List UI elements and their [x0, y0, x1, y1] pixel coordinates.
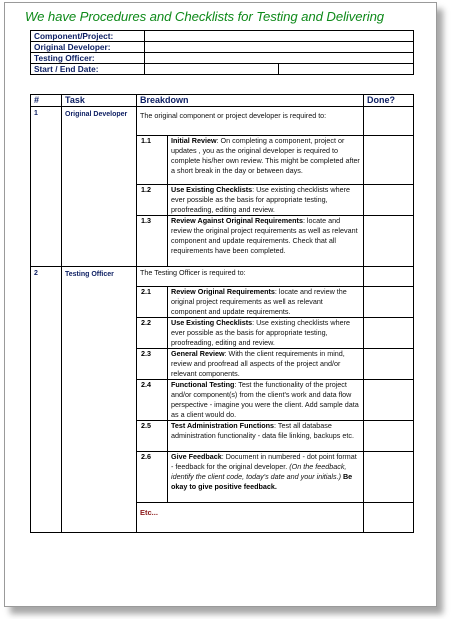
step-code: 2.1 [137, 287, 168, 318]
step-text: : Use existing checklists where ever possible as the basis for appropriate testing, proofreading, editing and review. [171, 185, 350, 214]
etc-label: Etc... [137, 503, 364, 533]
done-cell[interactable] [364, 267, 414, 287]
step-description [168, 287, 364, 318]
done-cell[interactable] [364, 216, 414, 267]
done-cell[interactable] [364, 452, 414, 503]
task-name: Original Developer [62, 107, 137, 267]
checklist-table [30, 94, 414, 533]
step-heading: Test Administration Functions [171, 421, 275, 430]
header-task: Task [62, 95, 137, 107]
step-description [168, 185, 364, 216]
document-title: We have Procedures and Checklists for Testing and Delivering [25, 9, 385, 24]
step-description [168, 380, 364, 421]
info-row [31, 42, 414, 53]
step-heading: Review Against Original Requirements [171, 216, 303, 225]
step-code: 1.1 [137, 136, 168, 185]
done-cell[interactable] [364, 380, 414, 421]
info-value-cell[interactable] [145, 53, 414, 64]
step-text: : Document in numbered - dot point format - feedback for the original developer. [171, 452, 357, 471]
done-cell[interactable] [364, 136, 414, 185]
step-heading: General Review [171, 349, 225, 358]
step-text: : locate and review the original project requirements as well as relevant component and update requirements. [171, 287, 347, 316]
info-label: Original Developer: [31, 42, 145, 53]
step-code: 1.2 [137, 185, 168, 216]
task-intro: The Testing Officer is required to: [137, 267, 364, 287]
checklist-header-row [31, 95, 414, 107]
done-cell[interactable] [364, 318, 414, 349]
step-code: 2.2 [137, 318, 168, 349]
step-text: : locate and review the original project requirements as well as relevant component and update requirements. Check that all requirements have been completed. [171, 216, 358, 255]
task-number: 1 [31, 107, 62, 267]
info-label: Testing Officer: [31, 53, 145, 64]
header-done: Done? [364, 95, 414, 107]
task-intro-row [31, 267, 414, 287]
step-heading: Use Existing Checklists [171, 318, 253, 327]
done-cell[interactable] [364, 503, 414, 533]
task-number: 2 [31, 267, 62, 533]
header-num: # [31, 95, 62, 107]
task-intro: The original component or project developer is required to: [137, 107, 364, 136]
step-text: : With the client requirements in mind, review and proofread all aspects of the project and/or relevant components. [171, 349, 345, 378]
step-heading: Give Feedback [171, 452, 222, 461]
step-text: : Use existing checklists where ever possible as the basis for appropriate testing, proofreading, editing and review. [171, 318, 350, 347]
end-date-cell[interactable] [279, 64, 414, 75]
done-cell[interactable] [364, 185, 414, 216]
step-description [168, 421, 364, 452]
step-heading: Review Original Requirements [171, 287, 275, 296]
step-code: 1.3 [137, 216, 168, 267]
project-info-table [30, 30, 414, 75]
step-description [168, 452, 364, 503]
step-italic-note: (On the feedback, identify the client code, today's date and your initials.) [171, 462, 347, 481]
done-cell[interactable] [364, 349, 414, 380]
step-heading: Initial Review [171, 136, 217, 145]
step-bold-note: Be okay to give positive feedback. [171, 472, 353, 491]
info-label: Component/Project: [31, 31, 145, 42]
step-heading: Functional Testing [171, 380, 235, 389]
step-description [168, 216, 364, 267]
step-description [168, 136, 364, 185]
done-cell[interactable] [364, 107, 414, 136]
step-description [168, 349, 364, 380]
info-row [31, 31, 414, 42]
step-description [168, 318, 364, 349]
step-text: : Test all database administration functionality - data file linking, backups etc. [171, 421, 354, 440]
document-page [4, 2, 437, 607]
header-breakdown: Breakdown [137, 95, 364, 107]
info-row [31, 53, 414, 64]
step-text: : On completing a component, project or updates , you as the original developer is required to complete his/her own review. This might be completed after a short break in the day or between days. [171, 136, 360, 175]
done-cell[interactable] [364, 287, 414, 318]
done-cell[interactable] [364, 421, 414, 452]
task-intro-row [31, 107, 414, 136]
step-heading: Use Existing Checklists [171, 185, 253, 194]
start-date-cell[interactable] [145, 64, 279, 75]
step-code: 2.4 [137, 380, 168, 421]
step-code: 2.6 [137, 452, 168, 503]
task-name: Testing Officer [62, 267, 137, 533]
info-label: Start / End Date: [31, 64, 145, 75]
info-value-cell[interactable] [145, 42, 414, 53]
step-code: 2.3 [137, 349, 168, 380]
step-code: 2.5 [137, 421, 168, 452]
step-text: : Test the functionality of the project and/or component(s) from the client's work and data flow perspective - imagine you were the client. Add sample data as a client would do. [171, 380, 359, 419]
info-row [31, 64, 414, 75]
info-value-cell[interactable] [145, 31, 414, 42]
